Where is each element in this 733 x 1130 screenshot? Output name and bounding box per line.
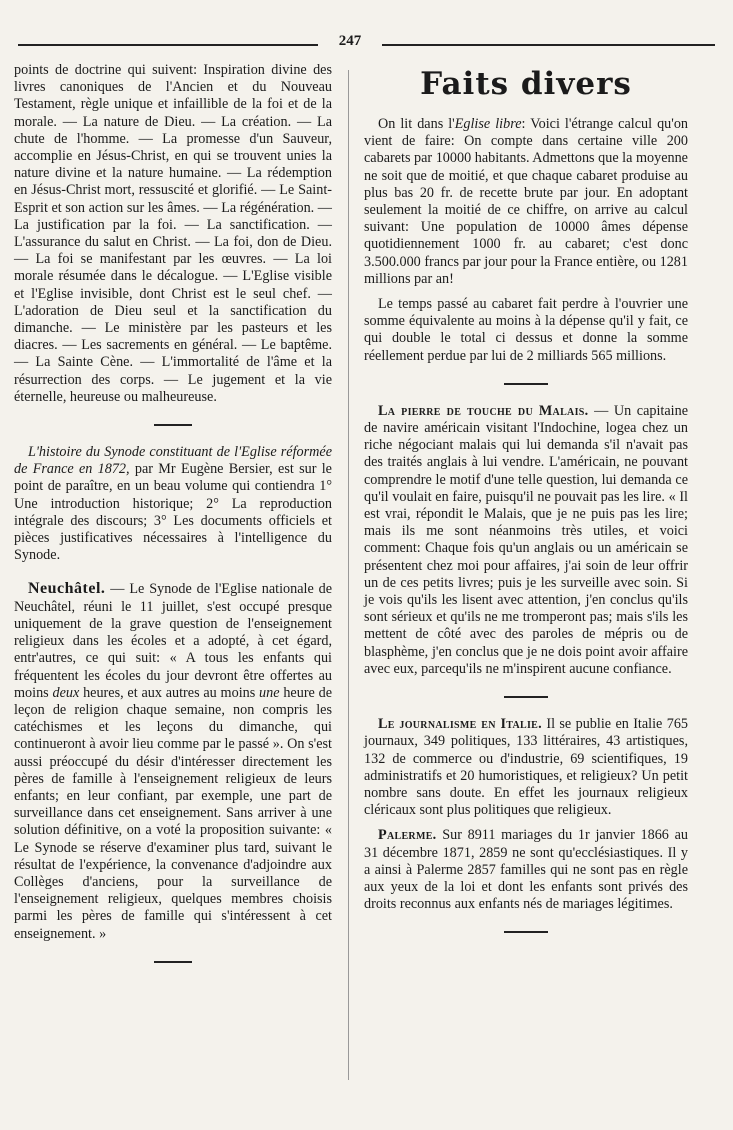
cabaret-source: Eglise libre bbox=[454, 116, 522, 132]
left-column bbox=[14, 62, 332, 981]
right-column bbox=[364, 62, 688, 951]
cabaret-text-b: : Voici l'étrange calcul qu'on vient de faire: On compte dans certaine ville 200 cabarets par 10000 habitants. Admettons que la moyenne ne soit que de moitié, et que chaque cabaret produise au plus bas 20 fr. de recette brute par jour. En adoptant seulement la moitié de ce chiffre, on arrive au calcul suivant: Une population de 10000 âmes dépense quotidiennement 1000 fr. au cabaret; c'est donc 3.500.000 francs par jour pour la France entière, ou 1281 millions par an! bbox=[364, 116, 689, 287]
section-separator bbox=[154, 424, 192, 426]
cabaret-time-paragraph: Le temps passé au cabaret fait perdre à l'ouvrier une somme équivalente au moins à la dépense qu'il y fait, ce qui double le total ci dessus et donne la somme réellement perdue par lui de 2 milliards 565 millions. bbox=[364, 296, 688, 364]
cabaret-paragraph bbox=[364, 116, 688, 288]
section-title: Faits divers bbox=[420, 66, 632, 102]
page-header bbox=[18, 33, 715, 55]
doctrine-list-paragraph: points de doctrine qui suivent: Inspiration divine des livres canoniques de l'Ancien et du Nouveau Testament, règle unique et infaillible de la foi et de la morale. — La nature de Dieu. — La création. — La chute de l'homme. — La promesse d'un Sauveur, accomplie en Jésus-Christ, en qui se trouvent unies la nature divine et la nature humaine. — La rédemption en Jésus-Christ mort, ressuscité et glorifié. — Le Saint-Esprit et son action sur les âmes. — La régénération. — La justification par la foi. — La sanctification. — L'assurance du salut en Christ. — La foi, don de Dieu. — La foi se manifestant par les œuvres. — La loi morale résumée dans le décalogue. — L'Eglise visible et l'Eglise invisible, dont Christ est le seul chef. — L'adoration de Dieu seul et la sanctification du dimanche. — Le ministère par les pasteurs et les diacres. — Les sacrements en général. — Le baptême. — La Sainte Cène. — L'immortalité de l'âme et la résurrection des corps. — Le jugement et la vie éternelle, heureuse ou malheureuse. bbox=[14, 62, 332, 405]
section-separator bbox=[504, 383, 548, 385]
page-number: 247 bbox=[338, 33, 362, 49]
neuchatel-paragraph bbox=[14, 580, 332, 942]
neuchatel-text-b: heures, et aux autres au moins bbox=[79, 684, 260, 701]
synod-history-title: L'histoire du Synode constituant de l'Eglise réformée de France en 1872, bbox=[14, 444, 332, 478]
italie-text: Il se publie en Italie 765 journaux, 349 politiques, 133 littéraires, 43 artistiques, 132 de commerce ou d'industrie, 69 scientifiques, 19 administratifs et 20 humoristiques, et religieux? Un petit nombre sans doute. En effet les journaux religieux cléricaux sont plus politiques que religieux. bbox=[364, 716, 689, 819]
synod-history-text: par Mr Eugène Bersier, est sur le point de paraître, en un beau volume qui contiendra 1° Une introduction historique; 2° La reproduction intégrale des discours; 3° Les documents officiels et pièces justificatives nécessaires à l'intelligence du Synode. bbox=[14, 461, 332, 564]
malais-text: — Un capitaine de navire américain visitant l'Indochine, logea chez un riche négociant malais qui lui demanda s'il n'avait pas des traités anglais à lui vendre. L'américain, ne pouvant comprendre le motif d'une telle question, lui demanda ce qu'il voulait en faire, puisqu'il ne pouvait pas les lire. « Il est vrai, répondit le Malais, que je ne puis pas les lire; mais ils me sont néanmoins très utiles, et voici comment: Chaque fois qu'un anglais ou un américain se présentent chez moi pour affaires, j'ai soin de leur offrir un de ces petits livres; puis je les surveille avec soin. Si je vois qu'ils les lisent avec attention, j'en conclus qu'ils sont sérieux et qu'ils ne me tromperont pas; mais s'ils les mettent de côté avec des paroles de mépris ou de blasphème, j'en conclus que je ne dois point avoir affaire avec eux, parcequ'ils ne m'inspirent aucune confiance. bbox=[364, 402, 688, 677]
neuchatel-text-c: heure de leçon de religion chaque semaine, non compris les catéchismes et les leçons du dimanche, qui continueront à avoir lieu comme par le passé ». On s'est aussi préoccupé du désir d'intéresser directement les pères de famille à l'enseignement religieux de leurs enfants; en leur confiant, par exemple, une part de surveillance dans cet enseignement. Sans arriver à une solution définitive, on a voté la proposition suivante: « Le Synode se réserve d'examiner plus tard, suivant le résultat de l'expérience, la convenance d'adjoindre aux Collèges d'anciens, pour la surveillance de l'enseignement religieux, quelques membres choisis parmi les pères de famille qui s'intéressent à cet enseignement. » bbox=[14, 684, 333, 942]
malais-heading: La pierre de touche du Malais. bbox=[378, 402, 589, 419]
synod-history-paragraph bbox=[14, 444, 332, 564]
neuchatel-une: une bbox=[259, 684, 280, 701]
palerme-heading: Palerme. bbox=[378, 827, 437, 844]
palerme-paragraph bbox=[364, 827, 688, 913]
section-separator bbox=[154, 961, 192, 963]
spacer bbox=[14, 564, 332, 580]
neuchatel-deux: deux bbox=[52, 684, 80, 701]
section-separator bbox=[504, 931, 548, 933]
header-rule-right bbox=[382, 44, 715, 46]
italie-paragraph bbox=[364, 716, 688, 819]
cabaret-text-a: On lit dans l' bbox=[378, 116, 455, 132]
spacer bbox=[364, 819, 688, 827]
column-divider bbox=[348, 70, 349, 1080]
italie-heading: Le journalisme en Italie. bbox=[378, 716, 542, 733]
neuchatel-text-a: — Le Synode de l'Eglise nationale de Neuchâtel, réuni le 11 juillet, s'est occupé presque uniquement de la grave question de l'enseignement religieux dans les écoles et a adopté, à cet égard, entr'autres, ce qui suit: « A tous les enfants qui fréquentent les écoles du jour devront être offertes au moins bbox=[14, 581, 332, 701]
header-rule-left bbox=[18, 44, 318, 46]
neuchatel-heading: Neuchâtel. bbox=[28, 580, 106, 598]
palerme-text: Sur 8911 mariages du 1r janvier 1866 au 31 décembre 1871, 2859 ne sont qu'ecclésiastiques. Il y a ainsi à Palerme 2857 familles qui ne sont pas en règle aux yeux de la loi et dont les enfants sont privés des droits reconnus aux enfants nés de mariages légitimes. bbox=[364, 827, 688, 913]
spacer bbox=[364, 288, 688, 296]
section-separator bbox=[504, 696, 548, 698]
malais-paragraph bbox=[364, 403, 688, 678]
